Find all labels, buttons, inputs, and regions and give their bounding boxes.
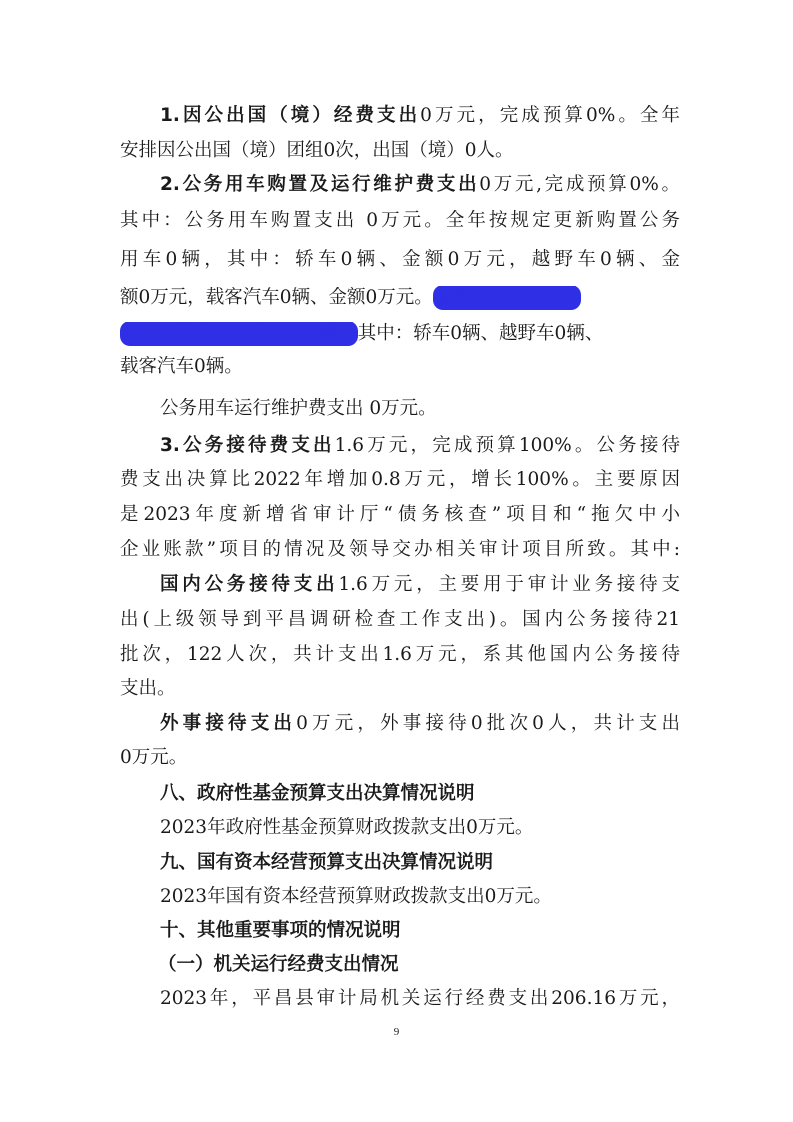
p2-heading: 2.公务用车购置及运行维护费支出 [160,174,480,195]
p5-line-1 [160,573,680,597]
p2-line-3: 用车0辆，其中：轿车0辆、金额0万元，越野车0辆、金 [120,249,680,270]
p3-line-1: 公务用车运行维护费支出 0万元。 [160,398,437,419]
p4-line-1 [160,434,680,458]
p6-line-1 [160,712,680,736]
p1-text: 0万元，完成预算0%。全年 [420,105,680,126]
page-number: 9 [393,1026,400,1038]
p2-line-5 [120,322,680,346]
p2-line-1 [160,173,680,197]
p2-text-5b: 其中：轿车0辆、越野车0辆、 [357,323,604,344]
section-9-title: 九、国有资本经营预算支出决算情况说明 [160,852,494,873]
highlight-mark-1: 截至2023年12月 [434,287,580,308]
section-10-body: 2023年，平昌县审计局机关运行经费支出206.16万元， [160,988,680,1009]
section-8-title: 八、政府性基金预算支出决算情况说明 [160,783,475,804]
p4-line-2: 费支出决算比2022年增加0.8万元，增长100%。主要原因 [120,469,680,490]
p2-text-4a: 额0万元，载客汽车0辆、金额0万元。 [120,287,433,308]
section-10-subtitle: （一）机关运行经费支出情况 [158,954,399,975]
p6-text: 0万元，外事接待0批次0人，共计支出 [296,713,680,734]
p5-text: 1.6万元，主要用于审计业务接待支 [338,574,680,595]
p5-line-3: 批次，122人次，共计支出1.6万元，系其他国内公务接待 [120,644,680,665]
p5-heading: 国内公务接待支出 [160,574,339,595]
p4-line-4: 企业账款”项目的情况及领导交办相关审计项目所致。其中: [120,539,680,560]
section-9-body: 2023年国有资本经营预算财政拨款支出0万元。 [160,886,552,907]
p6-heading: 外事接待支出 [160,713,297,734]
section-10-title: 十、其他重要事项的情况说明 [160,920,401,941]
p5-line-4: 支出。 [120,678,176,699]
p2-line-4 [120,286,680,310]
p2-line-6: 载客汽车0辆。 [120,356,243,377]
section-8-body: 2023年政府性基金预算财政拨款支出0万元。 [160,817,534,838]
p1-line-2: 安排因公出国（境）团组0次，出国（境）0人。 [120,140,514,161]
highlight-mark-2: 底，单位共有公务用车0辆， [122,323,356,344]
p2-text: 0万元,完成预算0%。 [479,174,680,195]
p1-line-1 [160,104,680,128]
p5-line-2: 出(上级领导到平昌调研检查工作支出)。国内公务接待21 [120,609,680,630]
p1-heading: 1.因公出国（境）经费支出 [160,105,421,126]
p2-line-2: 其中：公务用车购置支出 0万元。全年按规定更新购置公务 [120,210,680,231]
p4-text: 1.6万元，完成预算100%。公务接待 [334,435,680,456]
p6-line-2: 0万元。 [120,747,188,768]
p4-line-3: 是2023年度新增省审计厅“债务核查”项目和“拖欠中小 [120,504,680,525]
p4-heading: 3.公务接待费支出 [160,435,335,456]
